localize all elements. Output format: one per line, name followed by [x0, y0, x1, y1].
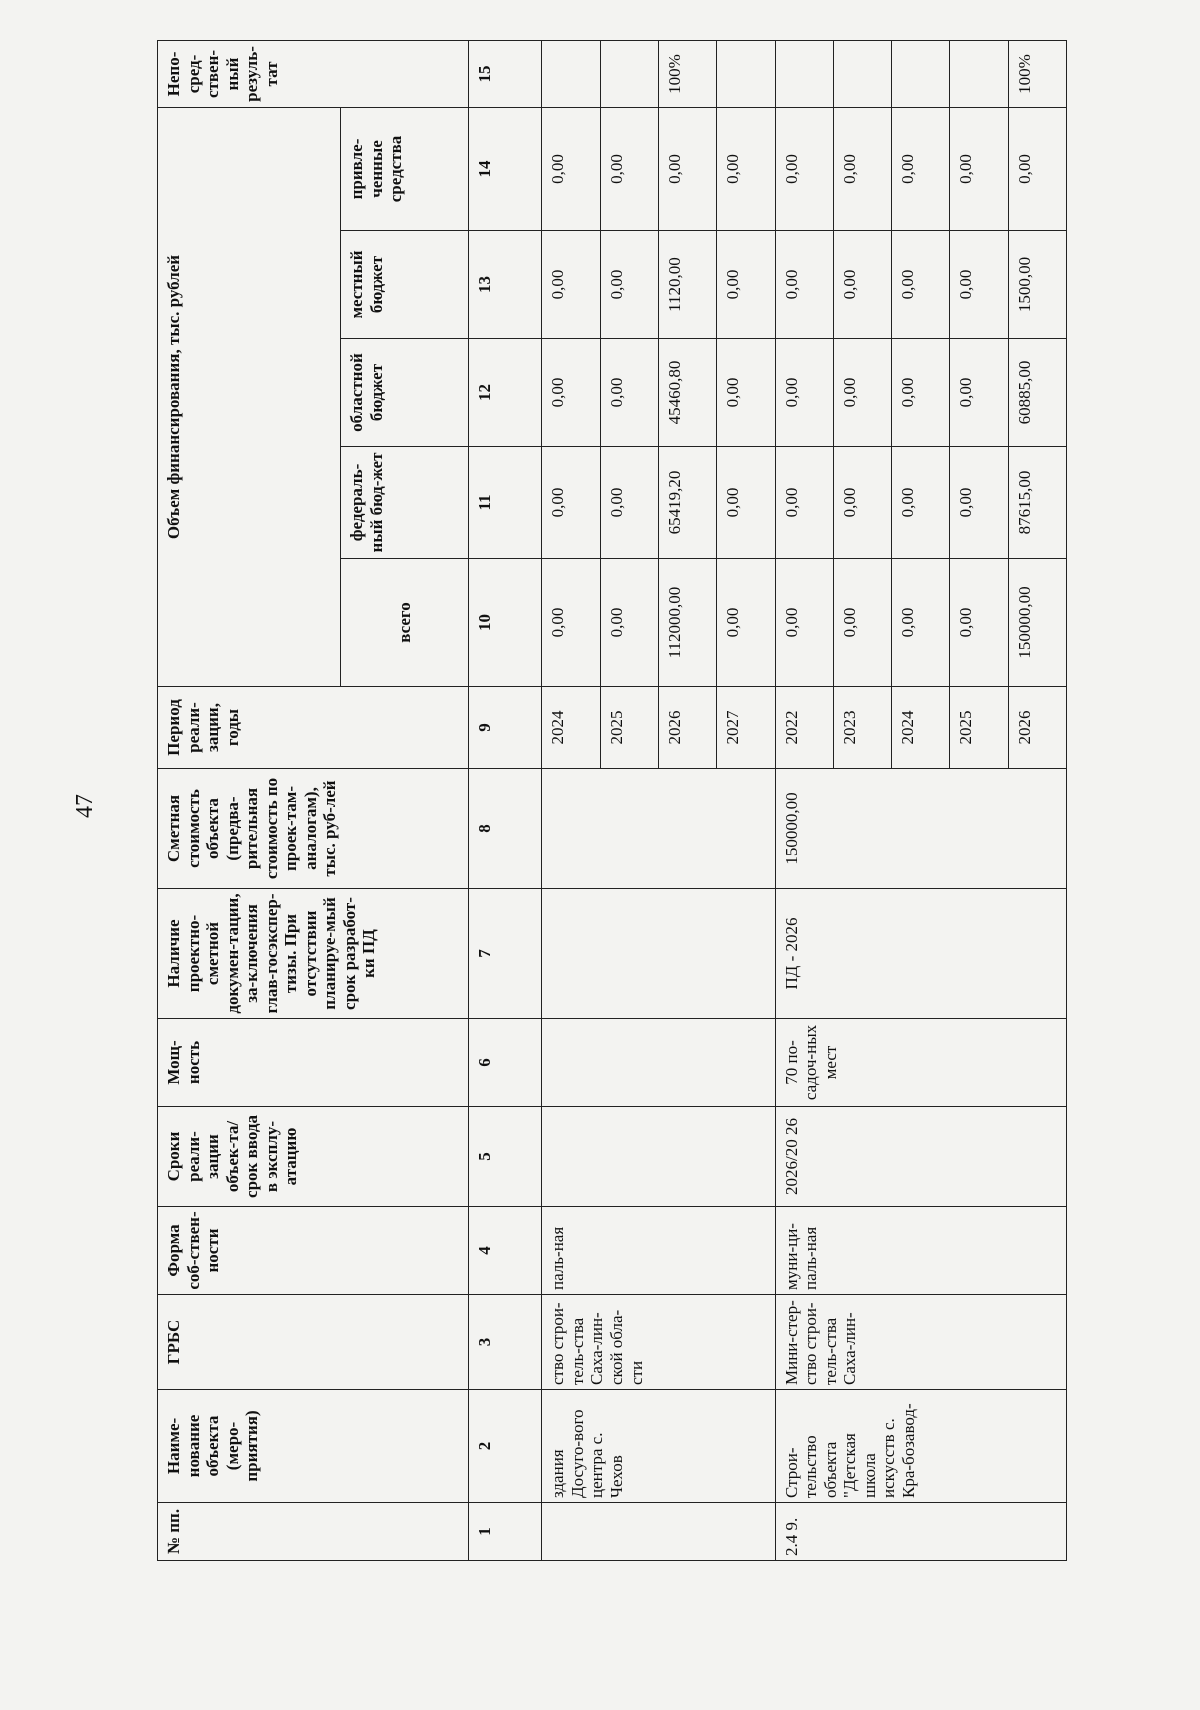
row2-local: 0,00	[892, 231, 950, 339]
row2-capacity: 70 по-садоч-ных мест	[775, 1019, 1067, 1107]
row1-result	[542, 41, 600, 108]
row2-cost: 150000,00	[775, 769, 1067, 889]
row2-result	[892, 41, 950, 108]
column-number: 2	[469, 1390, 542, 1503]
header-attracted: привле-ченные средства	[341, 108, 469, 231]
row1-design-docs	[542, 889, 775, 1019]
row2-attracted: 0,00	[950, 108, 1008, 231]
column-number-row	[469, 41, 542, 1561]
row1-attracted: 0,00	[542, 108, 600, 231]
column-number: 11	[469, 447, 542, 559]
row2-year: 2024	[892, 687, 950, 769]
header-grbs: ГРБС	[158, 1295, 469, 1390]
column-number: 12	[469, 339, 542, 447]
row1-number-cell	[542, 1503, 775, 1561]
table-row	[542, 41, 600, 1561]
row1-total: 0,00	[717, 559, 775, 687]
row2-year: 2022	[775, 687, 833, 769]
row1-total: 0,00	[600, 559, 658, 687]
row2-result	[833, 41, 891, 108]
financing-table	[157, 40, 1067, 1561]
row2-regional: 60885,00	[1008, 339, 1066, 447]
row1-year: 2024	[542, 687, 600, 769]
row2-attracted: 0,00	[775, 108, 833, 231]
row2-federal: 0,00	[892, 447, 950, 559]
row2-result	[950, 41, 1008, 108]
column-number: 5	[469, 1107, 542, 1207]
row1-result	[717, 41, 775, 108]
row1-cost	[542, 769, 775, 889]
row2-federal: 0,00	[950, 447, 1008, 559]
row2-ownership: муни-ци-паль-ная	[775, 1207, 1067, 1295]
header-regional: областной бюджет	[341, 339, 469, 447]
row1-ownership: паль-ная	[542, 1207, 775, 1295]
row2-year: 2026	[1008, 687, 1066, 769]
row1-federal: 0,00	[542, 447, 600, 559]
row1-local: 0,00	[717, 231, 775, 339]
row2-regional: 0,00	[833, 339, 891, 447]
row1-object-name: здания Досуго-вого центра с. Чехов	[542, 1390, 775, 1503]
column-number: 9	[469, 687, 542, 769]
header-term: Сроки реали-зации объек-та/срок ввода в эксплу-атацию	[158, 1107, 469, 1207]
row1-result	[600, 41, 658, 108]
row1-local: 1120,00	[658, 231, 716, 339]
row2-total: 0,00	[950, 559, 1008, 687]
column-number: 14	[469, 108, 542, 231]
row2-grbs: Мини-стер-ство строи-тель-ства Саха-лин-	[775, 1295, 1067, 1390]
header-financing-group: Объем финансирования, тыс. рублей	[158, 108, 341, 687]
column-number: 3	[469, 1295, 542, 1390]
row2-total: 0,00	[833, 559, 891, 687]
row2-object-name: Строи-тельство объекта "Детская школа искусств с. Кра-бозавод-	[775, 1390, 1067, 1503]
row1-attracted: 0,00	[717, 108, 775, 231]
row2-regional: 0,00	[950, 339, 1008, 447]
row1-federal: 0,00	[717, 447, 775, 559]
row2-federal: 87615,00	[1008, 447, 1066, 559]
row1-local: 0,00	[600, 231, 658, 339]
row1-year: 2027	[717, 687, 775, 769]
column-number: 6	[469, 1019, 542, 1107]
rotated-page-content	[157, 46, 1067, 1561]
header-row-1	[158, 41, 341, 1561]
row1-regional: 0,00	[542, 339, 600, 447]
column-number: 13	[469, 231, 542, 339]
row2-number: 2.4 9.	[775, 1503, 1067, 1561]
row1-year: 2026	[658, 687, 716, 769]
table-row	[775, 41, 833, 1561]
row1-regional: 0,00	[717, 339, 775, 447]
header-federal: федераль-ный бюд-жет	[341, 447, 469, 559]
row1-total: 112000,00	[658, 559, 716, 687]
row1-attracted: 0,00	[658, 108, 716, 231]
row1-federal: 0,00	[600, 447, 658, 559]
row2-attracted: 0,00	[833, 108, 891, 231]
column-number: 7	[469, 889, 542, 1019]
row1-result: 100%	[658, 41, 716, 108]
header-period: Период реали-зации, годы	[158, 687, 469, 769]
row2-regional: 0,00	[892, 339, 950, 447]
row1-federal: 65419,20	[658, 447, 716, 559]
row2-federal: 0,00	[833, 447, 891, 559]
row2-result: 100%	[1008, 41, 1066, 108]
header-cost: Сметная стоимость объекта (предва-рительная стоимость по проек-там-аналогам), тыс. руб-лей	[158, 769, 469, 889]
column-number: 15	[469, 41, 542, 108]
page-number: 47	[72, 794, 98, 818]
row1-total: 0,00	[542, 559, 600, 687]
row1-regional: 45460,80	[658, 339, 716, 447]
row1-regional: 0,00	[600, 339, 658, 447]
row2-attracted: 0,00	[892, 108, 950, 231]
header-number: № пп.	[158, 1503, 469, 1561]
row1-term	[542, 1107, 775, 1207]
row2-local: 0,00	[950, 231, 1008, 339]
header-name: Наиме-нование объекта (меро-приятия)	[158, 1390, 469, 1503]
row2-attracted: 0,00	[1008, 108, 1066, 231]
row2-design-docs: ПД - 2026	[775, 889, 1067, 1019]
header-ownership: Форма соб-ствен-ности	[158, 1207, 469, 1295]
row2-year: 2025	[950, 687, 1008, 769]
row1-attracted: 0,00	[600, 108, 658, 231]
header-total: всего	[341, 559, 469, 687]
column-number: 4	[469, 1207, 542, 1295]
row2-total: 0,00	[892, 559, 950, 687]
header-capacity: Мощ-ность	[158, 1019, 469, 1107]
row2-total: 150000,00	[1008, 559, 1066, 687]
header-local: местный бюджет	[341, 231, 469, 339]
row2-result	[775, 41, 833, 108]
row2-term: 2026/20 26	[775, 1107, 1067, 1207]
row2-local: 0,00	[775, 231, 833, 339]
row1-grbs: ство строи-тель-ства Саха-лин-ской обла-сти	[542, 1295, 775, 1390]
row1-capacity	[542, 1019, 775, 1107]
row2-regional: 0,00	[775, 339, 833, 447]
header-design-docs: Наличие проектно-сметной докумен-тации, за-ключения глав-госэкспер-тизы. При отсутствии планируе-мый срок разработ-ки ПД	[158, 889, 469, 1019]
row2-local: 1500,00	[1008, 231, 1066, 339]
row2-federal: 0,00	[775, 447, 833, 559]
row1-year: 2025	[600, 687, 658, 769]
column-number: 8	[469, 769, 542, 889]
column-number: 1	[469, 1503, 542, 1561]
row2-total: 0,00	[775, 559, 833, 687]
column-number: 10	[469, 559, 542, 687]
header-result: Непо-сред-ствен-ный резуль-тат	[158, 41, 469, 108]
row2-local: 0,00	[833, 231, 891, 339]
row2-year: 2023	[833, 687, 891, 769]
row1-local: 0,00	[542, 231, 600, 339]
